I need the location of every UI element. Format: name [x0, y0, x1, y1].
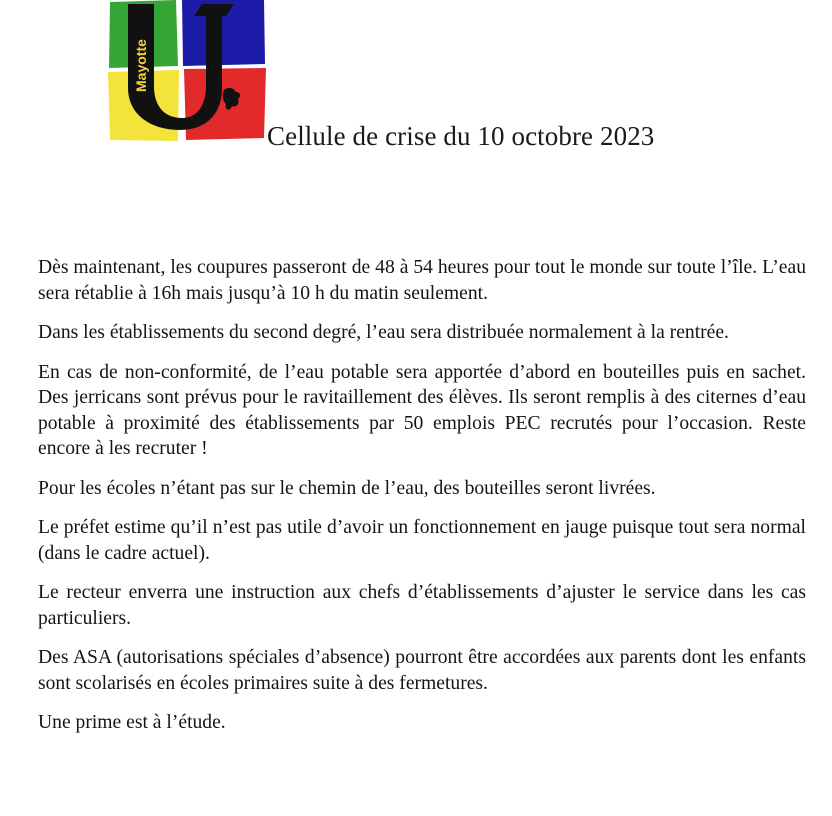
paragraph: Dès maintenant, les coupures passeront de 48 à 54 heures pour tout le monde sur toute l’île. L’eau sera rétablie à 16h mais jusqu’à 10 h du matin seulement. [38, 257, 806, 304]
paragraph: Le préfet estime qu’il n’est pas utile d’avoir un fonctionnement en jauge puisque tout sera normal (dans le cadre actuel). [38, 517, 806, 564]
paragraph: Le recteur enverra une instruction aux chefs d’établissements d’ajuster le service dans les cas particuliers. [38, 582, 806, 629]
paragraph: En cas de non-conformité, de l’eau potable sera apportée d’abord en bouteilles puis en sachet. Des jerricans sont prévus pour le ravitaillement des élèves. Ils seront remplis à des citernes d’eau potable à proximité des établissements par 50 emplois PEC recrutés pour l’occasion. Reste encore à les recruter ! [38, 361, 806, 459]
paragraph: Des ASA (autorisations spéciales d’absence) pourront être accordées aux parents dont les enfants sont scolarisés en écoles primaires suite à des fermetures. [38, 647, 806, 694]
logo-text: Mayotte [133, 39, 149, 92]
paragraph: Pour les écoles n’étant pas sur le chemin de l’eau, des bouteilles seront livrées. [38, 477, 656, 499]
paragraph: Une prime est à l’étude. [38, 712, 226, 733]
document-body [38, 255, 806, 736]
logo-red-block [184, 68, 266, 140]
document-title: Cellule de crise du 10 octobre 2023 [267, 121, 655, 151]
union-logo [106, 0, 268, 142]
paragraph: Dans les établissements du second degré, l’eau sera distribuée normalement à la rentrée. [38, 322, 729, 343]
